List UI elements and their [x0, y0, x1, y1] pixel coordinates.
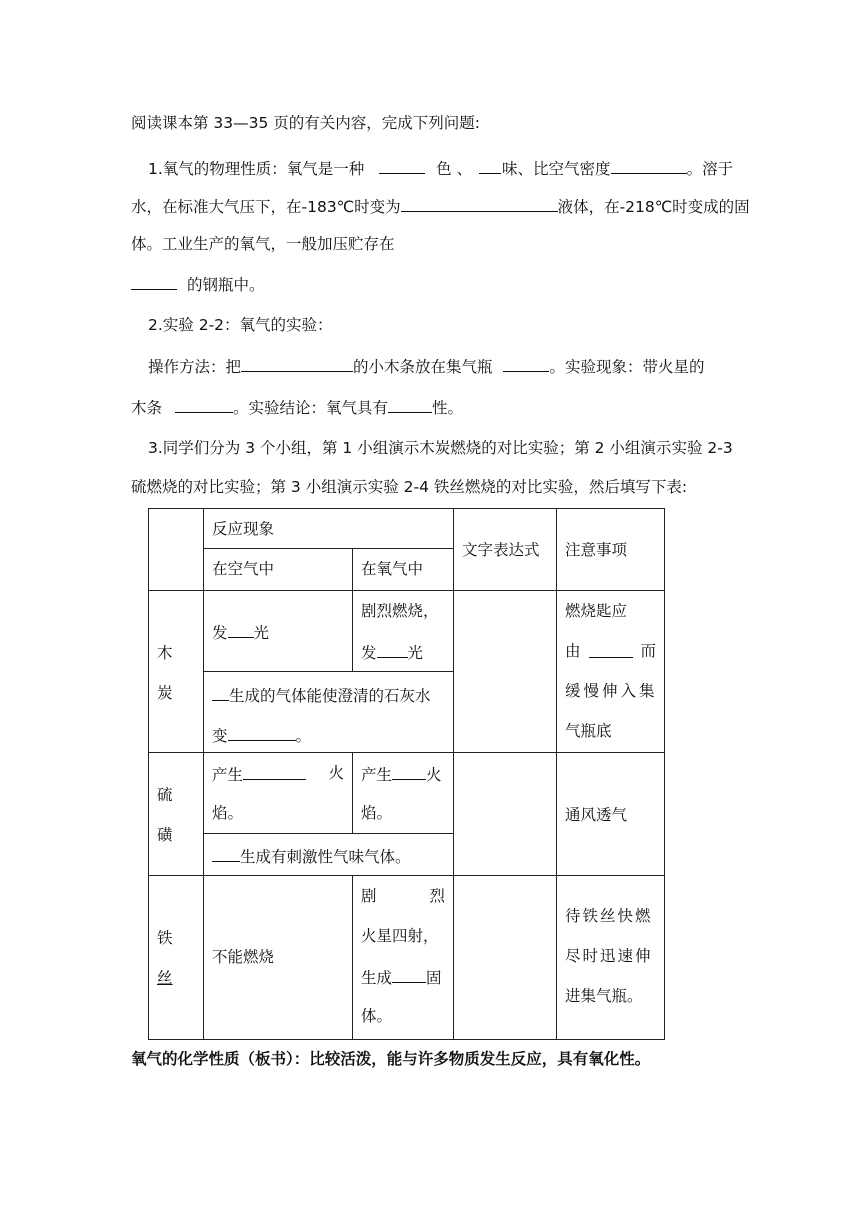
q2-title: 2.实验 2-2：氧气的实验：: [148, 316, 333, 334]
charcoal-oxy-2b: 光: [407, 644, 424, 662]
q1-text-c: 味、比空气密度: [502, 160, 611, 178]
table-row-sulfur: [149, 753, 665, 834]
iron-oxy-1b: 烈: [429, 887, 445, 905]
blank-liquid-color[interactable]: [401, 194, 558, 212]
charcoal-gas-b: 变: [212, 727, 228, 745]
sulfur-gas-text: 生成有刺激性气味气体。: [240, 848, 411, 866]
charcoal-name-1: 木: [157, 644, 173, 662]
iron-oxy-4: 体。: [361, 1007, 393, 1025]
iron-note-2: 尽时迅速伸: [565, 947, 653, 965]
sulfur-oxy-1a: 产生: [361, 766, 393, 784]
q1-text-f: 液体，在-218℃时变成的固: [557, 198, 750, 216]
iron-oxygen-cell: [353, 876, 454, 1040]
q2-text-e: 。实验结论：氧气具有: [232, 399, 388, 417]
blank-density[interactable]: [611, 156, 687, 174]
charcoal-gas-line-2: [212, 723, 311, 747]
q1-text-h: 的钢瓶中。: [187, 276, 265, 294]
q1-text-e: 水，在标准大气压下，在-183℃时变为: [131, 198, 401, 216]
sulfur-name-2: 磺: [157, 826, 173, 844]
q1-text-g: 体。工业生产的氧气，一般加压贮存在: [131, 235, 395, 253]
sulfur-formula-cell[interactable]: [454, 753, 557, 876]
charcoal-air-text: [212, 620, 269, 644]
sulfur-air-2: 焰。: [212, 804, 244, 822]
sulfur-air-1a: 产生: [212, 766, 244, 784]
charcoal-formula-cell[interactable]: [454, 591, 557, 753]
q2-text-c: 。实验现象：带火星的: [549, 358, 705, 376]
q2-line-2: [131, 395, 463, 419]
blank-color[interactable]: [379, 156, 425, 174]
iron-oxy-3b: 固: [426, 969, 442, 987]
charcoal-air-a: 发: [212, 624, 228, 642]
iron-oxy-1: [361, 885, 445, 907]
q3-line-2: 硫燃烧的对比实验；第 3 小组演示实验 2-4 铁丝燃烧的对比实验，然后填写下表:: [131, 478, 688, 496]
sulfur-oxygen-cell: [353, 753, 454, 834]
q1-line-2: [131, 194, 750, 218]
charcoal-oxy-2: [361, 640, 423, 664]
q2-text-a: 操作方法：把: [148, 358, 242, 376]
sulfur-name-1: 硫: [157, 786, 173, 804]
iron-name-2: 丝: [157, 969, 173, 987]
iron-name-1: 铁: [157, 929, 173, 947]
experiment-table: [148, 508, 665, 1040]
charcoal-gas-c: 。: [295, 727, 312, 745]
blank-sulfur-gas[interactable]: [212, 844, 240, 862]
iron-notes-cell: [557, 876, 665, 1040]
charcoal-note-2: [565, 640, 656, 662]
sulfur-oxy-2: 焰。: [361, 804, 393, 822]
iron-air-cell: [204, 876, 353, 1040]
iron-note-1: 待铁丝快燃: [565, 907, 653, 925]
header-blank-cell: [149, 509, 204, 591]
charcoal-oxygen-cell: [353, 591, 454, 672]
intro-text: 阅读课本第 33—35 页的有关内容，完成下列问题:: [131, 114, 481, 132]
iron-oxy-2: 火星四射，: [361, 927, 439, 945]
sulfur-gas-cell: [204, 834, 454, 876]
blank-cylinder-color[interactable]: [131, 272, 177, 290]
header-notes: [557, 509, 665, 591]
q2-text-d: 木条: [131, 399, 163, 417]
q2-text-f: 性。: [431, 399, 463, 417]
sulfur-oxy-1b: 火: [426, 766, 442, 784]
q1-text-a: 1.氧气的物理性质：氧气是一种: [148, 160, 365, 178]
blank-bottle-position[interactable]: [503, 354, 549, 372]
header-oxygen: [353, 549, 454, 591]
charcoal-note-4: 气瓶底: [565, 722, 612, 740]
charcoal-notes-cell: [557, 591, 665, 753]
iron-oxy-1a: 剧: [361, 887, 377, 905]
q2-line-1: [148, 354, 704, 378]
sulfur-notes-cell: [557, 753, 665, 876]
sulfur-air-1: [212, 762, 344, 786]
header-oxygen-text: 在氧气中: [361, 560, 424, 578]
header-phenomenon: [204, 509, 454, 549]
charcoal-oxy-2a: 发: [361, 644, 377, 662]
sulfur-gas-line: [212, 844, 411, 868]
blank-charcoal-note[interactable]: [589, 640, 633, 658]
sulfur-note: 通风透气: [565, 806, 628, 824]
sulfur-air-1-left: [212, 762, 306, 786]
blank-charcoal-air-light[interactable]: [228, 620, 254, 638]
charcoal-air-b: 光: [253, 624, 270, 642]
header-formula-text: 文字表达式: [462, 541, 540, 559]
table-row-charcoal: [149, 591, 665, 672]
iron-air-text: 不能燃烧: [212, 948, 275, 966]
iron-note-3: 进集气瓶。: [565, 987, 643, 1005]
blank-charcoal-turbid[interactable]: [228, 723, 296, 741]
sulfur-oxy-1: [361, 762, 442, 786]
header-notes-text: 注意事项: [565, 541, 628, 559]
header-air: [204, 549, 353, 591]
q1-line-1: [148, 156, 733, 180]
charcoal-note-2a: 由: [565, 642, 581, 660]
charcoal-air-cell: [204, 591, 353, 672]
sulfur-air-cell: [204, 753, 353, 834]
iron-formula-cell[interactable]: [454, 876, 557, 1040]
header-phenomenon-text: 反应现象: [212, 520, 275, 538]
blank-property[interactable]: [388, 395, 432, 413]
blank-charcoal-oxy-light[interactable]: [377, 640, 408, 658]
q1-text-b: 色 、: [436, 160, 473, 178]
iron-name-cell: [149, 876, 204, 1040]
charcoal-name-cell: [149, 591, 204, 753]
blank-sulfur-air-flame[interactable]: [243, 762, 306, 780]
charcoal-oxy-1: 剧烈燃烧，: [361, 602, 439, 620]
charcoal-gas-cell: [204, 672, 454, 753]
blank-phenomenon[interactable]: [175, 395, 233, 413]
charcoal-note-1: 燃烧匙应: [565, 602, 628, 620]
iron-oxy-3: [361, 965, 442, 989]
q2-text-b: 的小木条放在集气瓶: [353, 358, 493, 376]
blank-sulfur-oxy-flame[interactable]: [392, 762, 426, 780]
sulfur-name-cell: [149, 753, 204, 876]
blank-stick-state[interactable]: [241, 354, 353, 372]
summary-text: 氧气的化学性质（板书）：比较活泼，能与许多物质发生反应，具有氧化性。: [131, 1050, 651, 1068]
q3-line-1: 3.同学们分为 3 个小组，第 1 小组演示木炭燃烧的对比实验；第 2 小组演示实验 2-3: [148, 439, 733, 457]
q1-text-d: 。溶于: [686, 160, 734, 178]
charcoal-name-2: 炭: [157, 684, 173, 702]
charcoal-note-3: 缓慢伸入集: [565, 682, 658, 700]
table-row-iron: [149, 876, 665, 1040]
blank-iron-solid[interactable]: [392, 965, 426, 983]
charcoal-gas-line-1: [212, 683, 431, 707]
sulfur-air-1b: 火: [328, 764, 344, 782]
blank-smell[interactable]: [479, 156, 501, 174]
blank-charcoal-gas[interactable]: [212, 683, 229, 701]
charcoal-gas-a: 生成的气体能使澄清的石灰水: [229, 687, 431, 705]
charcoal-note-2b: 而: [640, 642, 656, 660]
header-formula: [454, 509, 557, 591]
header-air-text: 在空气中: [212, 560, 275, 578]
iron-oxy-3a: 生成: [361, 969, 393, 987]
table-header-row: [149, 509, 665, 549]
q1-line-4: [131, 272, 265, 296]
